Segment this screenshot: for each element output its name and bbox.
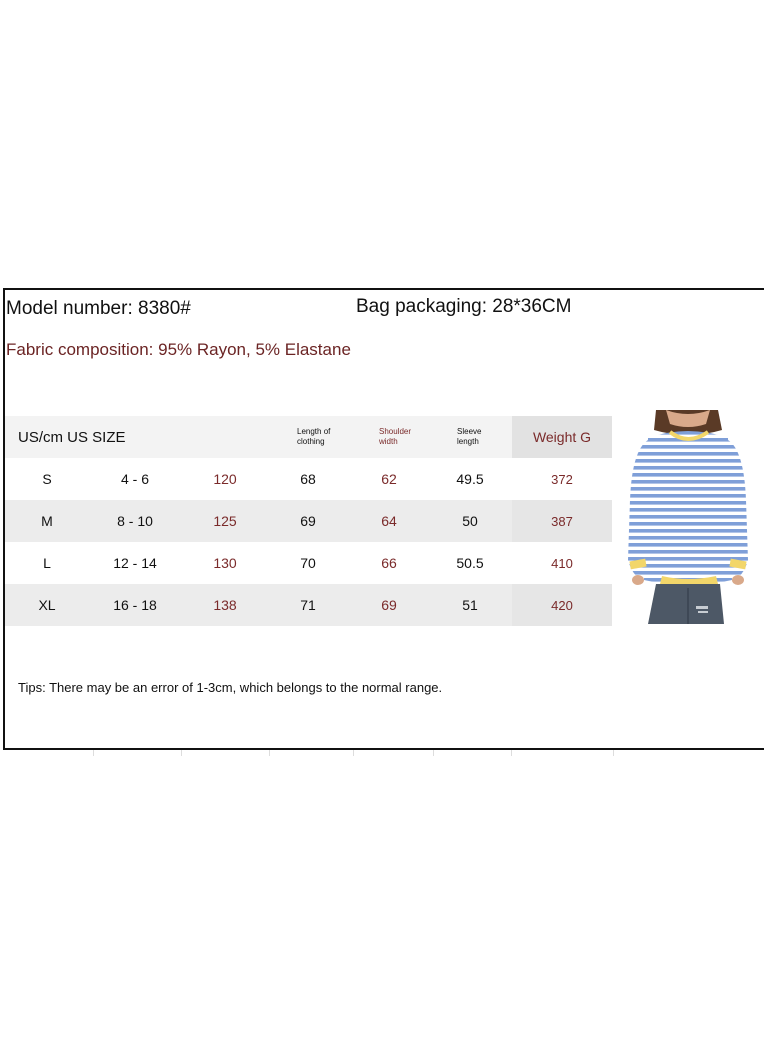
sleeve-header-line2: length (457, 437, 479, 446)
model-number: Model number: 8380# (6, 298, 191, 319)
size-header: US/cm US SIZE (18, 428, 126, 446)
length-header (269, 416, 347, 458)
shoulder-header-line1: Shoulder (379, 427, 412, 436)
us-size-cell: 4 - 6 (120, 471, 149, 487)
sleeve-cell: 50 (462, 513, 478, 529)
weight-cell: 410 (551, 555, 573, 571)
shoulder-cell: 66 (381, 555, 397, 571)
length-cell: 70 (300, 555, 316, 571)
frame-tick (3, 325, 5, 336)
us-size-cell: 16 - 18 (113, 597, 157, 613)
shoulder-header (347, 416, 431, 458)
tips-note: Tips: There may be an error of 1-3cm, which belongs to the normal range. (18, 680, 443, 695)
shoulder-cell: 64 (381, 513, 397, 529)
fabric-composition: Fabric composition: 95% Rayon, 5% Elastane (6, 340, 351, 359)
sleeve-cell: 49.5 (456, 471, 484, 487)
table-header-row (5, 416, 612, 458)
bust-cell: 120 (213, 471, 237, 487)
table-row (5, 584, 612, 626)
length-cell: 68 (300, 471, 316, 487)
length-cell: 69 (300, 513, 316, 529)
model-photo (626, 410, 750, 624)
size-table (5, 416, 612, 626)
weight-cell: 372 (551, 471, 573, 487)
shoulder-cell: 62 (381, 471, 397, 487)
bag-packaging: Bag packaging: 28*36CM (356, 296, 572, 317)
sleeve-header (431, 416, 509, 458)
size-cell: S (42, 471, 52, 487)
bust-cell: 138 (213, 597, 237, 613)
table-row (5, 458, 612, 500)
weight-cell: 420 (512, 584, 612, 626)
bottom-cell-edges (3, 750, 764, 756)
shoulder-header-line2: width (379, 437, 398, 446)
weight-cell: 387 (512, 500, 612, 542)
bust-cell: 125 (213, 513, 237, 529)
weight-header: Weight G (512, 416, 612, 458)
bust-cell: 130 (213, 555, 237, 571)
table-row (5, 542, 612, 584)
size-cell: L (43, 555, 51, 571)
size-cell: XL (38, 597, 56, 613)
length-header-line2: clothing (297, 437, 325, 446)
table-row (5, 500, 612, 542)
sleeve-header-line1: Sleeve (457, 427, 482, 436)
us-size-cell: 12 - 14 (113, 555, 157, 571)
shoulder-cell: 69 (381, 597, 397, 613)
size-cell: M (41, 513, 53, 529)
length-header-line1: Length of (297, 427, 331, 436)
sleeve-cell: 51 (462, 597, 478, 613)
length-cell: 71 (300, 597, 316, 613)
us-size-cell: 8 - 10 (117, 513, 153, 529)
sleeve-cell: 50.5 (456, 555, 484, 571)
